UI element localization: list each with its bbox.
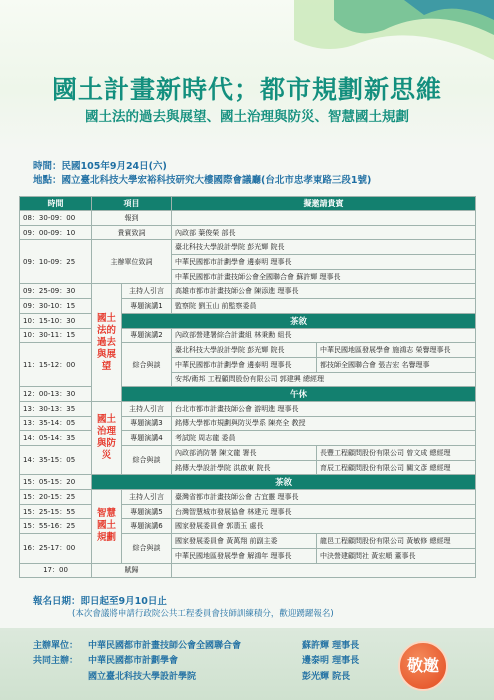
decorative-banner [294,0,494,75]
table-row: 09：25-09：30 國土法的過去與展望 主持人引言 高雄市都市計畫技師公會 陳添進 理事長 [20,284,476,299]
break-row: 午休 [122,387,476,402]
table-row: 中華民國都市計畫技師公會全國聯合會 蘇許輝 理事長 [20,269,476,284]
table-row: 14：35-15：05 綜合與談 內政部消防署 陳文龍 署長 長豐工程顧問股份有限公司 曾文成 總經理 [20,446,476,461]
session-label-1: 國土法的過去與展望 [92,284,122,402]
cohost-org-1: 中華民國都市計劃學會 [88,656,179,666]
invitation-badge: 敬邀 [398,641,448,691]
header-guest: 擬邀請貴賓 [172,197,476,211]
table-row: 12：00-13：30 午休 [20,387,476,402]
table-row: 13：35-14：05 專題演講3 銘傳大學都市規劃與防災學系 陳亮全 教授 [20,416,476,431]
cohost-person-1: 邊泰明 理事長 [302,656,360,666]
table-row: 15：05-15：20 茶敘 [20,475,476,490]
table-row: 09：00-09：10 貴賓致詞 內政部 葉俊榮 部長 [20,225,476,240]
table-row: 10：30-11：15 專題演講2 內政部營建署綜合計畫組 林秉勳 組長 [20,328,476,343]
table-row: 08：30-09：00 報到 [20,211,476,226]
table-row: 中華民國都市計劃學會 邊泰明 理事長 [20,255,476,270]
table-row: 10：15-10：30 茶敘 [20,313,476,328]
table-row: 中華民國都市計劃學會 邊泰明 理事長 都技師全國聯合會 張吉宏 名譽理事 [20,357,476,372]
cohost-label: 共同主辦： [33,656,79,666]
table-row: 14：05-14：35 專題演講4 考試院 周志龍 委員 [20,431,476,446]
cohost-person-2: 彭光輝 院長 [302,672,351,682]
event-time: 時間：民國105年9月24日(六) [33,161,167,172]
table-row: 安邦/衛邦 工程顧問股份有限公司 郭建興 總經理 [20,372,476,387]
table-row: 15：25-15：55 專題演講5 台灣智慧城市發展協會 林建元 理事長 [20,504,476,519]
table-row: 17：00 賦歸 [20,563,476,578]
table-row: 15：20-15：25 智慧國土規劃 主持人引言 臺灣省都市計畫技師公會 古宜靈 理事長 [20,490,476,505]
cohost-org-2: 國立臺北科技大學設計學院 [88,672,197,682]
break-row: 茶敘 [92,475,476,490]
table-header-row [20,197,476,211]
table-row: 中華民國地區發展學會 解鴻年 理事長 中決營建顧問社 黃宏順 董事長 [20,548,476,563]
table-row: 15：55-16：25 專題演講6 國家發展委員會 郭翡玉 處長 [20,519,476,534]
table-row: 09：30-10：15 專題演講1 監察院 劉玉山 前監察委員 [20,299,476,314]
header-time: 時間 [20,197,92,211]
registration-note: (本次會議將申請行政院公共工程委員會技師訓練積分，歡迎踴躍報名) [72,609,334,619]
break-row: 茶敘 [122,313,476,328]
table-row: 16：25-17：00 綜合與談 國家發展委員會 黃萬翔 前副主委 龍邑工程顧問股份有限公司 黃敏修 總經理 [20,534,476,549]
page-subtitle: 國土法的過去與展望、國土治理與防災、智慧國土規劃 [85,109,409,125]
table-row: 09：10-09：25 主辦單位致詞 臺北科技大學設計學院 彭光輝 院長 [20,240,476,255]
session-label-3: 智慧國土規劃 [92,490,122,563]
event-place: 地點：國立臺北科技大學宏裕科技研究大樓國際會議廳(台北市忠孝東路三段1號) [33,175,372,186]
page-title: 國土計畫新時代；都市規劃新思維 [51,75,442,104]
agenda-table [19,196,476,578]
table-row: 銘傳大學設計學院 洪啟東 院長 育辰工程顧問股份有限公司 關文彥 總經理 [20,460,476,475]
header-item: 項目 [92,197,172,211]
table-row: 11：15-12：00 綜合與談 臺北科技大學設計學院 彭光輝 院長 中華民國地區發展學會 施鴻志 榮譽理事長 [20,343,476,358]
table-row: 13：30-13：35 國土治理與防災 主持人引言 台北市都市計畫技師公會 游明進 理事長 [20,401,476,416]
host-person: 蘇許輝 理事長 [302,641,360,651]
session-label-2: 國土治理與防災 [92,401,122,474]
registration-deadline: 報名日期：即日起至9月10日止 [33,596,167,607]
host-org: 中華民國都市計畫技師公會全國聯合會 [88,641,242,651]
agenda-table-wrap [19,196,475,578]
host-label: 主辦單位： [33,641,79,651]
